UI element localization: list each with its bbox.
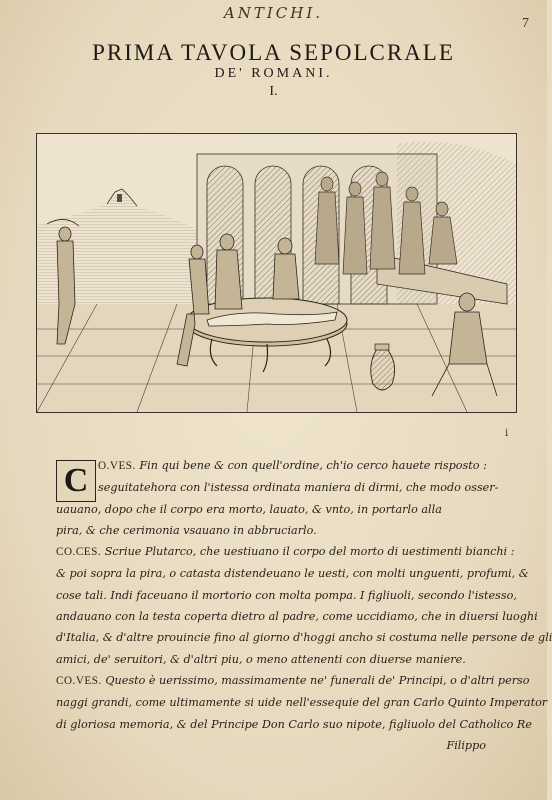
line-text: cose tali. Indi faceuano il mortorio con molta pompa. I figliuoli, secondo l'istesso, xyxy=(56,588,517,602)
text-line xyxy=(56,714,532,735)
line-text: amici, de' seruitori, & d'altri piu, o meno attenenti con diuerse maniere. xyxy=(56,652,466,666)
text-line xyxy=(56,735,496,756)
speaker-tag: O.VES. xyxy=(98,460,136,472)
body-text xyxy=(56,455,552,756)
line-text: pira, & che cerimonia vsauano in abbruciarlo. xyxy=(56,523,317,537)
text-line xyxy=(56,692,548,713)
text-line xyxy=(56,670,530,692)
page-title: PRIMA TAVOLA SEPOLCRALE xyxy=(92,40,455,65)
line-text: Filippo xyxy=(446,738,486,752)
running-head: ANTICHI. xyxy=(223,4,324,22)
page-number: 7 xyxy=(522,16,529,31)
text-line xyxy=(56,606,538,627)
line-text: di gloriosa memoria, & del Principe Don Carlo suo nipote, figliuolo del Catholico Re xyxy=(56,717,532,731)
text-line xyxy=(56,455,496,477)
line-text: & poi sopra la pira, o catasta distendeuano le uesti, con molti unguenti, profumi, & xyxy=(56,567,529,581)
text-line xyxy=(56,541,515,563)
speaker-tag: CO.CES. xyxy=(56,546,102,559)
line-text: seguitatehora con l'istessa ordinata maniera di dirmi, che modo osser- xyxy=(98,481,499,495)
text-line xyxy=(56,649,496,670)
margin-mark: i xyxy=(505,428,509,439)
line-text: Scriue Plutarco, che uestiuano il corpo del morto di uestimenti bianchi : xyxy=(101,545,515,559)
line-text: Questo è uerissimo, massimamente ne' funerali de' Principi, o d'altri perso xyxy=(101,673,530,687)
plate-number: I. xyxy=(269,84,278,99)
line-text: naggi grandi, come ultimamente si uide nell'essequie del gran Carlo Quinto Imperator xyxy=(56,696,548,710)
decorated-initial-letter: C xyxy=(63,462,89,499)
text-line xyxy=(56,520,496,541)
text-line xyxy=(56,627,552,648)
text-line xyxy=(56,563,529,584)
line-text: uauano, dopo che il corpo era morto, lauato, & vnto, in portarlo alla xyxy=(56,502,442,516)
text-line xyxy=(56,585,517,606)
line-text: Fin qui bene & con quell'ordine, ch'io cerco hauete risposto : xyxy=(135,459,487,472)
text-line xyxy=(56,499,496,520)
engraving-illustration xyxy=(36,133,517,413)
page-subtitle: DE' ROMANI. xyxy=(214,66,333,81)
line-text: d'Italia, & d'altre prouincie fino al giorno d'hoggi ancho si costuma nelle persone de gli xyxy=(56,631,552,645)
line-text: andauano con la testa coperta dietro al padre, come uccidiamo, che in diuersi luoghi xyxy=(56,610,538,624)
speaker-tag: CO.VES. xyxy=(56,674,102,687)
text-line xyxy=(56,477,499,498)
funeral-scene-engraving xyxy=(37,134,516,412)
